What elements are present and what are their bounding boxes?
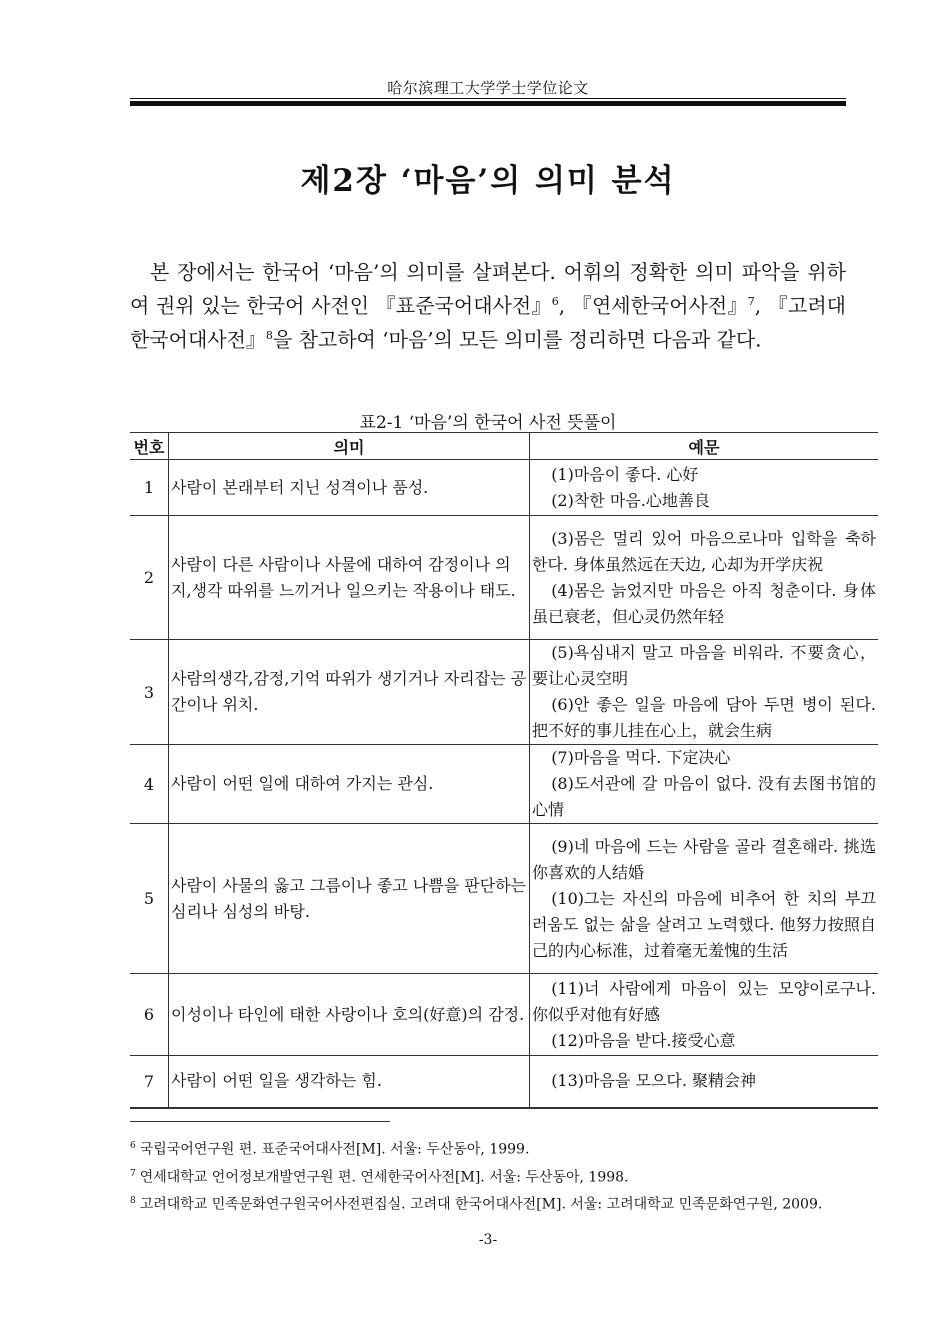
example-line: (2)착한 마음.心地善良	[551, 490, 710, 510]
intro-text-1: 본 장에서는 한국어 ‘마음’의 의미를 살펴본다. 어휘의 정확한 의미 파악을 위하여 권위 있는 한국어 사전인 『표준국어대사전』	[130, 260, 846, 318]
footnote	[130, 1162, 846, 1190]
table-row	[130, 824, 878, 974]
example-line: (5)욕심내지 말고 마음을 비워라. 不要贪心，要让心灵空明	[532, 643, 876, 688]
intro-paragraph	[130, 258, 846, 354]
intro-text-2: , 『연세한국어사전』	[558, 293, 748, 318]
chapter-title: 제2장 ‘마음’의 의미 분석	[300, 163, 676, 199]
table-row	[130, 745, 878, 824]
footnote-mark: 7	[130, 1168, 136, 1179]
footnote	[130, 1134, 846, 1162]
example-line: (3)몸은 멀리 있어 마음으로나마 입학을 축하한다. 身体虽然远在天边, 心却为开学庆祝	[532, 528, 876, 574]
table-row	[130, 460, 878, 516]
row-meaning: 사람의생각,감정,기억 따위가 생기거나 자리잡는 공간이나 위치.	[169, 640, 530, 745]
table-row	[130, 516, 878, 640]
footnote-mark: 8	[130, 1196, 136, 1207]
table-row	[130, 974, 878, 1056]
footnote-text: 연세대학교 언어정보개발연구원 편. 연세한국어사전[M]. 서울: 두산동아, 1998.	[139, 1169, 629, 1186]
footnote-ref-8: 8	[265, 328, 273, 342]
row-examples	[530, 516, 879, 640]
row-examples	[530, 824, 879, 974]
row-examples	[530, 640, 879, 745]
example-line: (10)그는 자신의 마음에 비추어 한 치의 부끄러움도 없는 삶을 살려고 노력했다. 他努力按照自己的内心标准，过着毫无羞愧的生活	[532, 888, 876, 960]
row-number: 7	[130, 1056, 169, 1108]
footnotes	[130, 1134, 846, 1217]
page-number: -3-	[478, 1232, 498, 1248]
running-header: 哈尔滨理工大学学士学位论文	[387, 79, 589, 97]
table-row	[130, 1056, 878, 1108]
example-line: (1)마음이 좋다. 心好	[551, 464, 699, 484]
example-line: (9)네 마음에 드는 사람을 골라 결혼해라. 挑选你喜欢的人结婚	[532, 836, 876, 882]
row-number: 5	[130, 824, 169, 974]
example-line: (12)마음을 받다.接受心意	[551, 1030, 736, 1050]
meaning-table	[130, 432, 878, 1109]
row-examples	[530, 1056, 879, 1108]
example-line: (11)너 사람에게 마음이 있는 모양이로구나. 你似乎对他有好感	[532, 978, 876, 1024]
row-examples	[530, 460, 879, 516]
row-meaning: 사람이 어떤 일에 대하여 가지는 관심.	[169, 745, 530, 824]
example-line: (7)마음을 먹다. 下定决心	[551, 748, 731, 767]
header-meaning: 의미	[169, 433, 530, 460]
intro-text-3: , 『고려대 한국어대사전』	[130, 293, 846, 352]
footnote-text: 고려대학교 민족문화연구원국어사전편집실. 고려대 한국어대사전[M]. 서울: 고려대학교 민족문화연구원, 2009.	[139, 1196, 823, 1213]
row-meaning: 사람이 사물의 옳고 그름이나 좋고 나쁨을 판단하는 심리나 심성의 바탕.	[169, 824, 530, 974]
table-header-row	[130, 433, 878, 460]
footnote-mark: 6	[130, 1141, 136, 1151]
footnote-ref-7: 7	[747, 295, 755, 308]
example-line: (6)안 좋은 일을 마음에 담아 두면 병이 된다. 把不好的事儿挂在心上，就会生病	[532, 695, 876, 740]
row-number: 4	[130, 745, 169, 824]
footnote-ref-6: 6	[551, 295, 559, 308]
table-row	[130, 640, 878, 745]
row-examples	[530, 745, 879, 824]
example-line: (8)도서관에 갈 마음이 없다. 没有去图书馆的心情	[532, 774, 876, 819]
header-number: 번호	[130, 433, 169, 460]
row-examples	[530, 974, 879, 1056]
footnote-text: 국립국어연구원 편. 표준국어대사전[M]. 서울: 두산동아, 1999.	[139, 1141, 530, 1158]
footnote	[130, 1189, 846, 1217]
row-meaning: 사람이 본래부터 지닌 성격이나 품성.	[169, 460, 530, 516]
header-example: 예문	[530, 433, 879, 460]
intro-text-4: 을 참고하여 ‘마음’의 모든 의미를 정리하면 다음과 같다.	[272, 327, 762, 352]
row-number: 6	[130, 974, 169, 1056]
row-number: 1	[130, 460, 169, 516]
row-number: 3	[130, 640, 169, 745]
table-caption: 표2-1 ‘마음’의 한국어 사전 뜻풀이	[359, 413, 617, 433]
footnote-separator	[130, 1121, 390, 1122]
example-line: (4)몸은 늙었지만 마음은 아직 청춘이다. 身体虽已衰老，但心灵仍然年轻	[532, 580, 876, 626]
row-meaning: 사람이 다른 사람이나 사물에 대하여 감정이나 의지,생각 따위를 느끼거나 일으키는 작용이나 태도.	[169, 516, 530, 640]
row-number: 2	[130, 516, 169, 640]
header-rule-thin	[130, 98, 846, 99]
row-meaning: 사람이 어떤 일을 생각하는 힘.	[169, 1056, 530, 1108]
example-line: (13)마음을 모으다. 聚精会神	[551, 1071, 757, 1091]
header-rule-thick	[130, 101, 846, 106]
row-meaning: 이성이나 타인에 태한 사랑이나 호의(好意)의 감정.	[169, 974, 530, 1056]
